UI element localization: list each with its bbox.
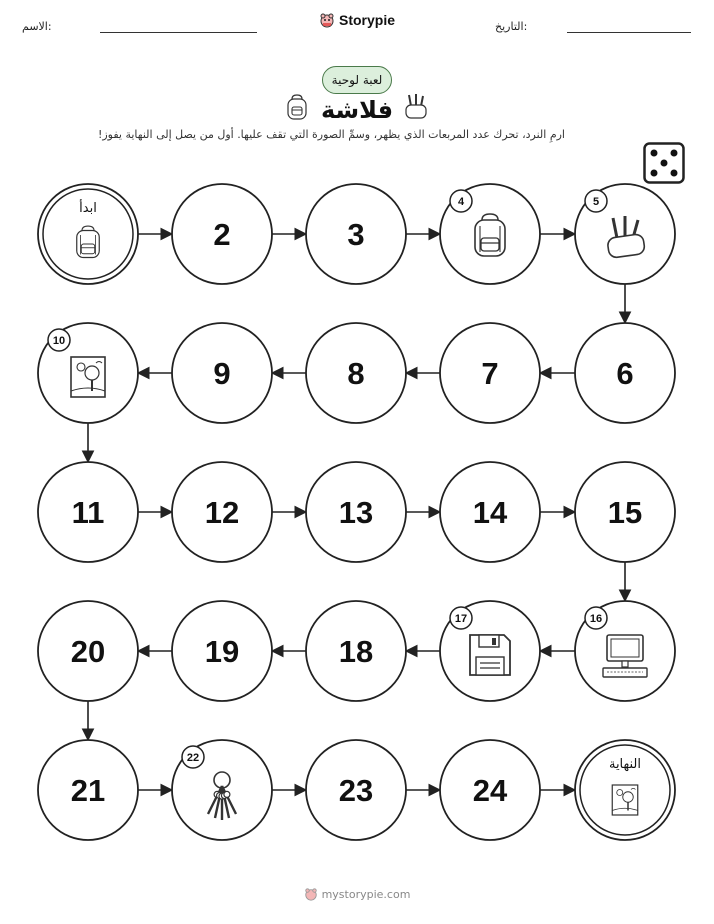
board-space-24 (440, 740, 540, 840)
space-number: 2 (213, 217, 231, 252)
board-space-4 (440, 184, 540, 284)
page-title: فلاشة (320, 96, 394, 124)
board-space-12 (172, 462, 272, 562)
board-space-11 (38, 462, 138, 562)
board-space-14 (440, 462, 540, 562)
instructions-text: ارمِ النرد، تحرك عدد المربعات الذي يظهر، وسمِّ الصورة التي تقف عليها. أول من يصل إلى النهاية يفوز! (97, 128, 565, 141)
end-label: النهاية (608, 757, 642, 772)
board-space-25 (575, 740, 675, 840)
space-number: 5 (592, 196, 600, 208)
space-number: 6 (616, 356, 634, 391)
board-space-10 (38, 323, 138, 423)
board-space-1 (38, 184, 138, 284)
space-number: 4 (457, 196, 465, 208)
computer-icon (603, 635, 647, 677)
board-space-2 (172, 184, 272, 284)
backpack-icon (77, 226, 100, 258)
tree-picture-icon (612, 785, 638, 815)
board-space-21 (38, 740, 138, 840)
board-space-20 (38, 601, 138, 701)
space-number: 9 (213, 356, 231, 391)
board-space-17 (440, 601, 540, 701)
space-number: 22 (186, 752, 200, 764)
space-number: 17 (454, 613, 468, 625)
footer-url: mystorypie.com (321, 887, 411, 901)
space-number: 11 (71, 495, 105, 530)
board-space-23 (306, 740, 406, 840)
tree-picture-icon (71, 357, 105, 397)
space-number: 3 (347, 217, 365, 252)
space-number: 13 (338, 495, 374, 530)
storypie-mascot-icon (304, 887, 318, 901)
space-number: 24 (472, 773, 508, 808)
board-space-16 (575, 601, 675, 701)
floppy-disk-icon (470, 635, 510, 675)
board-space-3 (306, 184, 406, 284)
space-number: 19 (204, 634, 240, 669)
space-number: 14 (472, 495, 508, 530)
date-label: التاريخ: (495, 20, 528, 33)
space-number: 12 (204, 495, 240, 530)
game-type-badge: لعبة لوحية (322, 66, 392, 94)
backpack-icon (475, 214, 505, 256)
space-number: 8 (347, 356, 365, 391)
board-space-8 (306, 323, 406, 423)
board-space-9 (172, 323, 272, 423)
board-space-15 (575, 462, 675, 562)
space-number: 7 (481, 356, 499, 391)
board-space-19 (172, 601, 272, 701)
name-label: الاسم: (22, 20, 52, 33)
space-number: 18 (338, 634, 374, 669)
brand-name: Storypie (338, 12, 395, 28)
footer (0, 887, 714, 901)
start-label: ابدأ (79, 201, 97, 216)
board-space-6 (575, 323, 675, 423)
board-space-18 (306, 601, 406, 701)
space-number: 16 (589, 613, 603, 625)
space-number: 21 (70, 773, 106, 808)
board-space-13 (306, 462, 406, 562)
board-space-5 (575, 184, 675, 284)
space-number: 20 (70, 634, 106, 669)
space-number: 23 (338, 773, 374, 808)
board-space-22 (172, 740, 272, 840)
board-space-7 (440, 323, 540, 423)
space-number: 10 (52, 335, 66, 347)
space-number: 15 (607, 495, 643, 530)
